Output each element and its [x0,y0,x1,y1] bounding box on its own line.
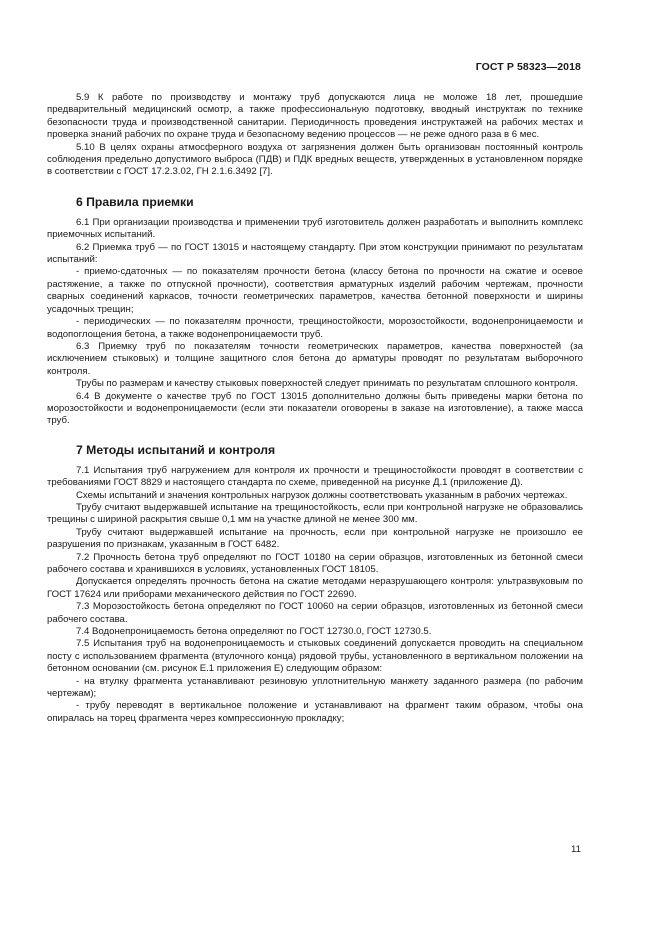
clause-6-3: 6.3 Приемку труб по показателям точности геометрических параметров, качества поверхностей (за исключением стыковых) и толщине защитного слоя бетона до арматуры проводят по результатам выборочного контроля. [47,340,583,377]
page-number: 11 [571,844,581,855]
clause-6-4: 6.4 В документе о качестве труб по ГОСТ 13015 дополнительно должны быть приведены марки бетона по морозостойкости и водонепроницаемости (если эти показатели оговорены в заказе на изготовление), а также масса труб. [47,390,583,427]
section-6-title: 6 Правила приемки [76,194,194,209]
list-item-periodic: - периодических — по показателям прочности, трещиностойкости, морозостойкости, водонепроницаемости и водопоглощения бетона, а также водонепроницаемости труб. [47,316,583,340]
list-item-acceptance: - приемо-сдаточных — по показателям прочности бетона (классу бетона по прочности на сжатие и осевое растяжение, а также по отпускной прочности), соответствия арматурных изделий рабочим чертежам, прочности сварных соединений каркасов, точности геометрических параметров, качества бетонной поверхности и ширины усадочных трещин; [47,266,583,315]
clause-7-1: 7.1 Испытания труб нагружением для контроля их прочности и трещиностойкости проводят в соответствии с требованиями ГОСТ 8829 и настоящего стандарта по схеме, приведенной на рисунке Д.1 (приложение Д). [47,464,583,489]
page-content [47,92,583,725]
list-item-vertical: - трубу переводят в вертикальное положение и устанавливают на фрагмент таким образом, чтобы она опиралась на торец фрагмента через компрессионную прокладку; [47,700,583,724]
list-item-gasket: - на втулку фрагмента устанавливают резиновую уплотнительную манжету заданного размера (по рабочим чертежам); [47,675,583,700]
clause-7-3: 7.3 Морозостойкость бетона определяют по ГОСТ 10060 на серии образцов, изготовленных из бетонной смеси рабочего состава. [47,601,583,625]
section-7-title: 7 Методы испытаний и контроля [76,442,276,457]
clause-7-1-crack: Трубу считают выдержавшей испытание на трещиностойкость, если при контрольной нагрузке не образовались трещины с шириной раскрытия свыше 0,1 мм на участке длиной не менее 300 мм. [47,501,583,526]
clause-7-1-schemes: Схемы испытаний и значения контрольных нагрузок должны соответствовать указанным в рабочих чертежах. [76,489,568,501]
clause-6-3-continued: Трубы по размерам и качеству стыковых поверхностей следует принимать по результатам сплошного контроля. [76,378,578,390]
clause-7-2: 7.2 Прочность бетона труб определяют по ГОСТ 10180 на серии образцов, изготовленных из бетонной смеси рабочего состава и хранившихся в условиях, установленных ГОСТ 18105. [47,551,583,575]
clause-7-4: 7.4 Водонепроницаемость бетона определяют по ГОСТ 12730.0, ГОСТ 12730.5. [76,626,432,638]
clause-6-2: 6.2 Приемка труб — по ГОСТ 13015 и настоящему стандарту. При этом конструкции принимают по результатам испытаний: [47,241,583,266]
clause-5-10: 5.10 В целях охраны атмосферного воздуха от загрязнения должен быть организован постоянный контроль соблюдения предельно допустимого выброса (ПДВ) и ПДК вредных веществ, утвержденных в установленном порядке в соответствии с ГОСТ 17.2.3.02, ГН 2.1.6.3492 [7]. [47,141,583,178]
clause-5-9: 5.9 К работе по производству и монтажу труб допускаются лица не моложе 18 лет, прошедшие предварительный медицинский осмотр, а также профессиональную подготовку, вводный инструктаж по технике безопасности труда и производственной санитарии. Периодичность проведения инструктажей на рабочих местах и проверка знаний рабочих по охране труда и безопасному ведению процессов — не реже одного раза в 6 мес. [47,92,583,141]
clause-7-1-strength: Трубу считают выдержавшей испытание на прочность, если при контрольной нагрузке не произошло ее разрушения по признакам, указанным в ГОСТ 6482. [47,526,583,551]
clause-7-5: 7.5 Испытания труб на водонепроницаемость и стыковых соединений допускается проводить на специальном посту с использованием фрагмента (втулочного конца) рядовой трубы, установленного в вертикальном положении на бетонном основании (см. рисунок Е.1 приложения Е) следующим образом: [47,638,583,675]
clause-7-2-ndt: Допускается определять прочность бетона на сжатие методами неразрушающего контроля: ультразвуковым по ГОСТ 17624 или приборами механического действия по ГОСТ 22690. [47,576,583,600]
document-header: ГОСТ Р 58323—2018 [475,61,581,73]
clause-6-1: 6.1 При организации производства и применении труб изготовитель должен разработать и выполнить комплекс приемочных испытаний. [47,216,583,241]
